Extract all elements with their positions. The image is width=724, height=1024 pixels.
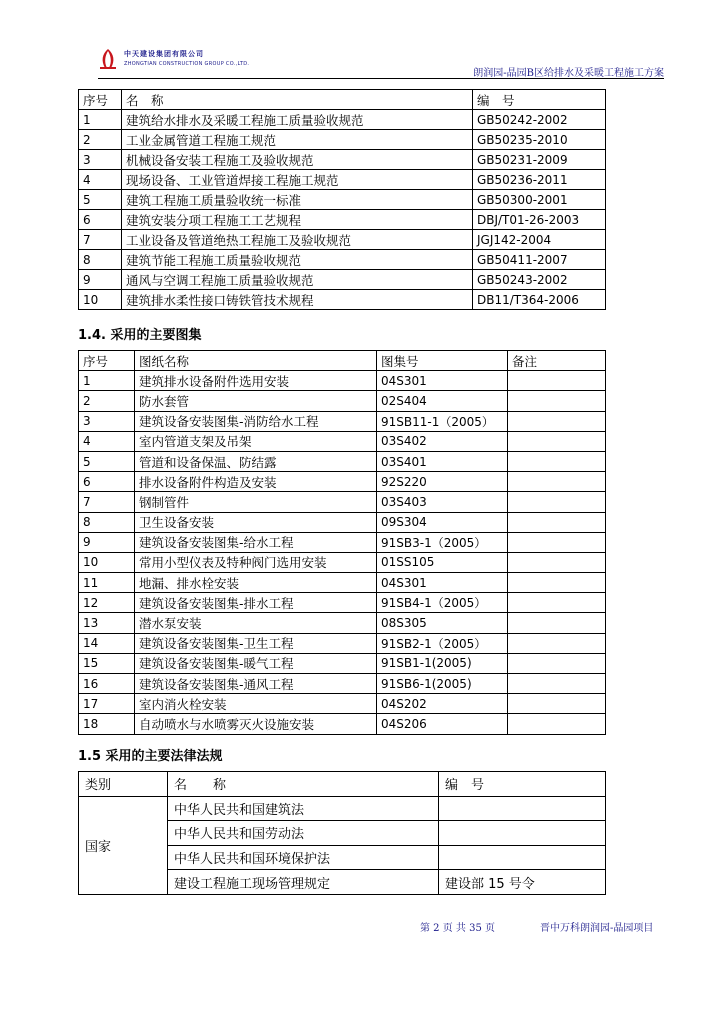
table-cell	[508, 694, 606, 714]
table-cell: 建筑设备安装图集-卫生工程	[135, 633, 377, 653]
table-cell: 建筑设备安装图集-给水工程	[135, 532, 377, 552]
table-cell: 建筑设备安装图集-消防给水工程	[135, 411, 377, 431]
table-cell: 建筑排水设备附件选用安装	[135, 371, 377, 391]
table-cell: 11	[79, 573, 135, 593]
table-cell	[508, 573, 606, 593]
table-cell: 6	[79, 210, 122, 230]
laws-table	[78, 771, 606, 895]
table-cell	[508, 593, 606, 613]
table-cell: 91SB1-1(2005)	[377, 653, 508, 673]
table-cell: 7	[79, 230, 122, 250]
table-cell: GB50300-2001	[473, 190, 606, 210]
table-row	[79, 796, 606, 821]
table-row	[79, 573, 606, 593]
table-cell: 管道和设备保温、防结露	[135, 451, 377, 471]
table-cell: 自动喷水与水喷雾灭火设施安装	[135, 714, 377, 734]
table-row	[79, 552, 606, 572]
table-row	[79, 411, 606, 431]
table-cell: DBJ/T01-26-2003	[473, 210, 606, 230]
table-cell: 08S305	[377, 613, 508, 633]
table-cell: 建设工程施工现场管理规定	[168, 870, 439, 895]
table-cell: 02S404	[377, 391, 508, 411]
table-cell: 潜水泵安装	[135, 613, 377, 633]
company-name-en: ZHONGTIAN CONSTRUCTION GROUP CO.,LTD.	[124, 61, 250, 67]
company-logo-icon	[98, 48, 118, 70]
table-row	[79, 451, 606, 471]
table-cell: 3	[79, 150, 122, 170]
table-cell: 2	[79, 130, 122, 150]
table-cell: 建筑工程施工质量验收统一标准	[122, 190, 473, 210]
table-cell: GB50411-2007	[473, 250, 606, 270]
table-cell: 中华人民共和国建筑法	[168, 796, 439, 821]
table-cell	[508, 613, 606, 633]
table-row	[79, 290, 606, 310]
table-cell: 室内消火栓安装	[135, 694, 377, 714]
standards-table	[78, 89, 606, 310]
table-cell: 7	[79, 492, 135, 512]
table-cell: 92S220	[377, 472, 508, 492]
table-cell: 8	[79, 512, 135, 532]
table-cell: 12	[79, 593, 135, 613]
header-cell: 图集号	[377, 351, 508, 371]
table-cell: GB50242-2002	[473, 110, 606, 130]
table-cell: 机械设备安装工程施工及验收规范	[122, 150, 473, 170]
table-cell: 04S202	[377, 694, 508, 714]
table-cell	[508, 512, 606, 532]
table-cell	[439, 796, 606, 821]
header-cell: 序号	[79, 90, 122, 110]
table-cell: 中华人民共和国环境保护法	[168, 845, 439, 870]
table-row	[79, 674, 606, 694]
category-cell: 国家	[79, 796, 168, 894]
table-cell	[508, 532, 606, 552]
header-divider	[98, 78, 664, 79]
table-cell	[508, 633, 606, 653]
table-cell: 04S206	[377, 714, 508, 734]
table-cell: 04S301	[377, 573, 508, 593]
table-cell: 工业设备及管道绝热工程施工及验收规范	[122, 230, 473, 250]
table-row	[79, 431, 606, 451]
table-cell: 91SB6-1(2005)	[377, 674, 508, 694]
table-cell	[508, 451, 606, 471]
table-cell: 04S301	[377, 371, 508, 391]
table-row	[79, 210, 606, 230]
table-cell	[508, 653, 606, 673]
table-row	[79, 150, 606, 170]
table-cell: 地漏、排水栓安装	[135, 573, 377, 593]
table-cell: 03S403	[377, 492, 508, 512]
table-cell: 建设部 15 号令	[439, 870, 606, 895]
table-cell: 建筑设备安装图集-暖气工程	[135, 653, 377, 673]
table-cell: 建筑给水排水及采暖工程施工质量验收规范	[122, 110, 473, 130]
table-row	[79, 714, 606, 734]
table-row	[79, 130, 606, 150]
table-row	[79, 371, 606, 391]
table-cell: 4	[79, 170, 122, 190]
header-cell: 图纸名称	[135, 351, 377, 371]
page-header	[98, 44, 664, 80]
section-heading-1-5: 1.5 采用的主要法律法规	[78, 749, 223, 764]
table-cell: GB50236-2011	[473, 170, 606, 190]
table-cell	[508, 714, 606, 734]
table-row	[79, 613, 606, 633]
page-number: 第 2 页 共 35 页	[420, 923, 495, 934]
table-cell: 17	[79, 694, 135, 714]
table-row	[79, 472, 606, 492]
table-cell: 3	[79, 411, 135, 431]
table-cell: 09S304	[377, 512, 508, 532]
atlas-table	[78, 350, 606, 735]
table-cell: 5	[79, 451, 135, 471]
header-cell: 备注	[508, 351, 606, 371]
table-cell	[508, 472, 606, 492]
table-cell: 91SB2-1（2005）	[377, 633, 508, 653]
table-cell: GB50243-2002	[473, 270, 606, 290]
table-row	[79, 230, 606, 250]
table-cell: GB50235-2010	[473, 130, 606, 150]
table-cell: 91SB3-1（2005）	[377, 532, 508, 552]
table-header-row	[79, 90, 606, 110]
table-cell	[439, 821, 606, 846]
table-row	[79, 190, 606, 210]
table-cell: 13	[79, 613, 135, 633]
table-cell: DB11/T364-2006	[473, 290, 606, 310]
table-cell: 14	[79, 633, 135, 653]
table-row	[79, 110, 606, 130]
table-cell: 工业金属管道工程施工规范	[122, 130, 473, 150]
table-cell: 卫生设备安装	[135, 512, 377, 532]
table-cell	[508, 674, 606, 694]
footer-project-name: 晋中万科朗润园-晶园项目	[540, 923, 654, 934]
table-cell: 15	[79, 653, 135, 673]
table-row	[79, 170, 606, 190]
table-cell	[508, 371, 606, 391]
table-cell: 常用小型仪表及特种阀门选用安装	[135, 552, 377, 572]
table-row	[79, 512, 606, 532]
header-cell: 序号	[79, 351, 135, 371]
header-cell: 名 称	[168, 772, 439, 797]
table-cell: 建筑设备安装图集-通风工程	[135, 674, 377, 694]
table-cell: 18	[79, 714, 135, 734]
table-cell: 91SB11-1（2005）	[377, 411, 508, 431]
table-cell: 防水套管	[135, 391, 377, 411]
table-cell	[439, 845, 606, 870]
table-row	[79, 653, 606, 673]
table-row	[79, 532, 606, 552]
table-cell: 9	[79, 532, 135, 552]
table-cell: 9	[79, 270, 122, 290]
table-cell: 钢制管件	[135, 492, 377, 512]
table-row	[79, 250, 606, 270]
table-cell: 室内管道支架及吊架	[135, 431, 377, 451]
table-row	[79, 391, 606, 411]
table-cell: 建筑排水柔性接口铸铁管技术规程	[122, 290, 473, 310]
table-cell	[508, 411, 606, 431]
table-cell: 排水设备附件构造及安装	[135, 472, 377, 492]
table-cell: 03S402	[377, 431, 508, 451]
table-cell	[508, 391, 606, 411]
table-cell: 5	[79, 190, 122, 210]
table-cell: 8	[79, 250, 122, 270]
table-cell	[508, 552, 606, 572]
table-cell: 4	[79, 431, 135, 451]
table-cell: 16	[79, 674, 135, 694]
table-cell: 建筑设备安装图集-排水工程	[135, 593, 377, 613]
table-row	[79, 593, 606, 613]
project-title: 朗润园-晶园B区给排水及采暖工程施工方案	[473, 68, 664, 79]
header-cell: 编 号	[473, 90, 606, 110]
header-cell: 名 称	[122, 90, 473, 110]
header-cell: 编 号	[439, 772, 606, 797]
table-row	[79, 492, 606, 512]
table-cell: 通风与空调工程施工质量验收规范	[122, 270, 473, 290]
table-row	[79, 694, 606, 714]
table-row	[79, 270, 606, 290]
table-cell: 2	[79, 391, 135, 411]
table-cell: 03S401	[377, 451, 508, 471]
header-cell: 类别	[79, 772, 168, 797]
table-cell: 中华人民共和国劳动法	[168, 821, 439, 846]
table-cell: 1	[79, 110, 122, 130]
table-cell: 91SB4-1（2005）	[377, 593, 508, 613]
table-cell: 01SS105	[377, 552, 508, 572]
table-cell: 建筑安装分项工程施工工艺规程	[122, 210, 473, 230]
table-cell: 现场设备、工业管道焊接工程施工规范	[122, 170, 473, 190]
table-cell: 10	[79, 290, 122, 310]
table-cell: GB50231-2009	[473, 150, 606, 170]
table-cell: 1	[79, 371, 135, 391]
table-cell	[508, 492, 606, 512]
table-row	[79, 633, 606, 653]
section-heading-1-4: 1.4. 采用的主要图集	[78, 328, 202, 343]
table-cell: 建筑节能工程施工质量验收规范	[122, 250, 473, 270]
table-cell: JGJ142-2004	[473, 230, 606, 250]
table-header-row	[79, 772, 606, 797]
table-cell: 10	[79, 552, 135, 572]
table-header-row	[79, 351, 606, 371]
company-name: 中天建设集团有限公司	[124, 50, 204, 58]
table-cell: 6	[79, 472, 135, 492]
table-cell	[508, 431, 606, 451]
